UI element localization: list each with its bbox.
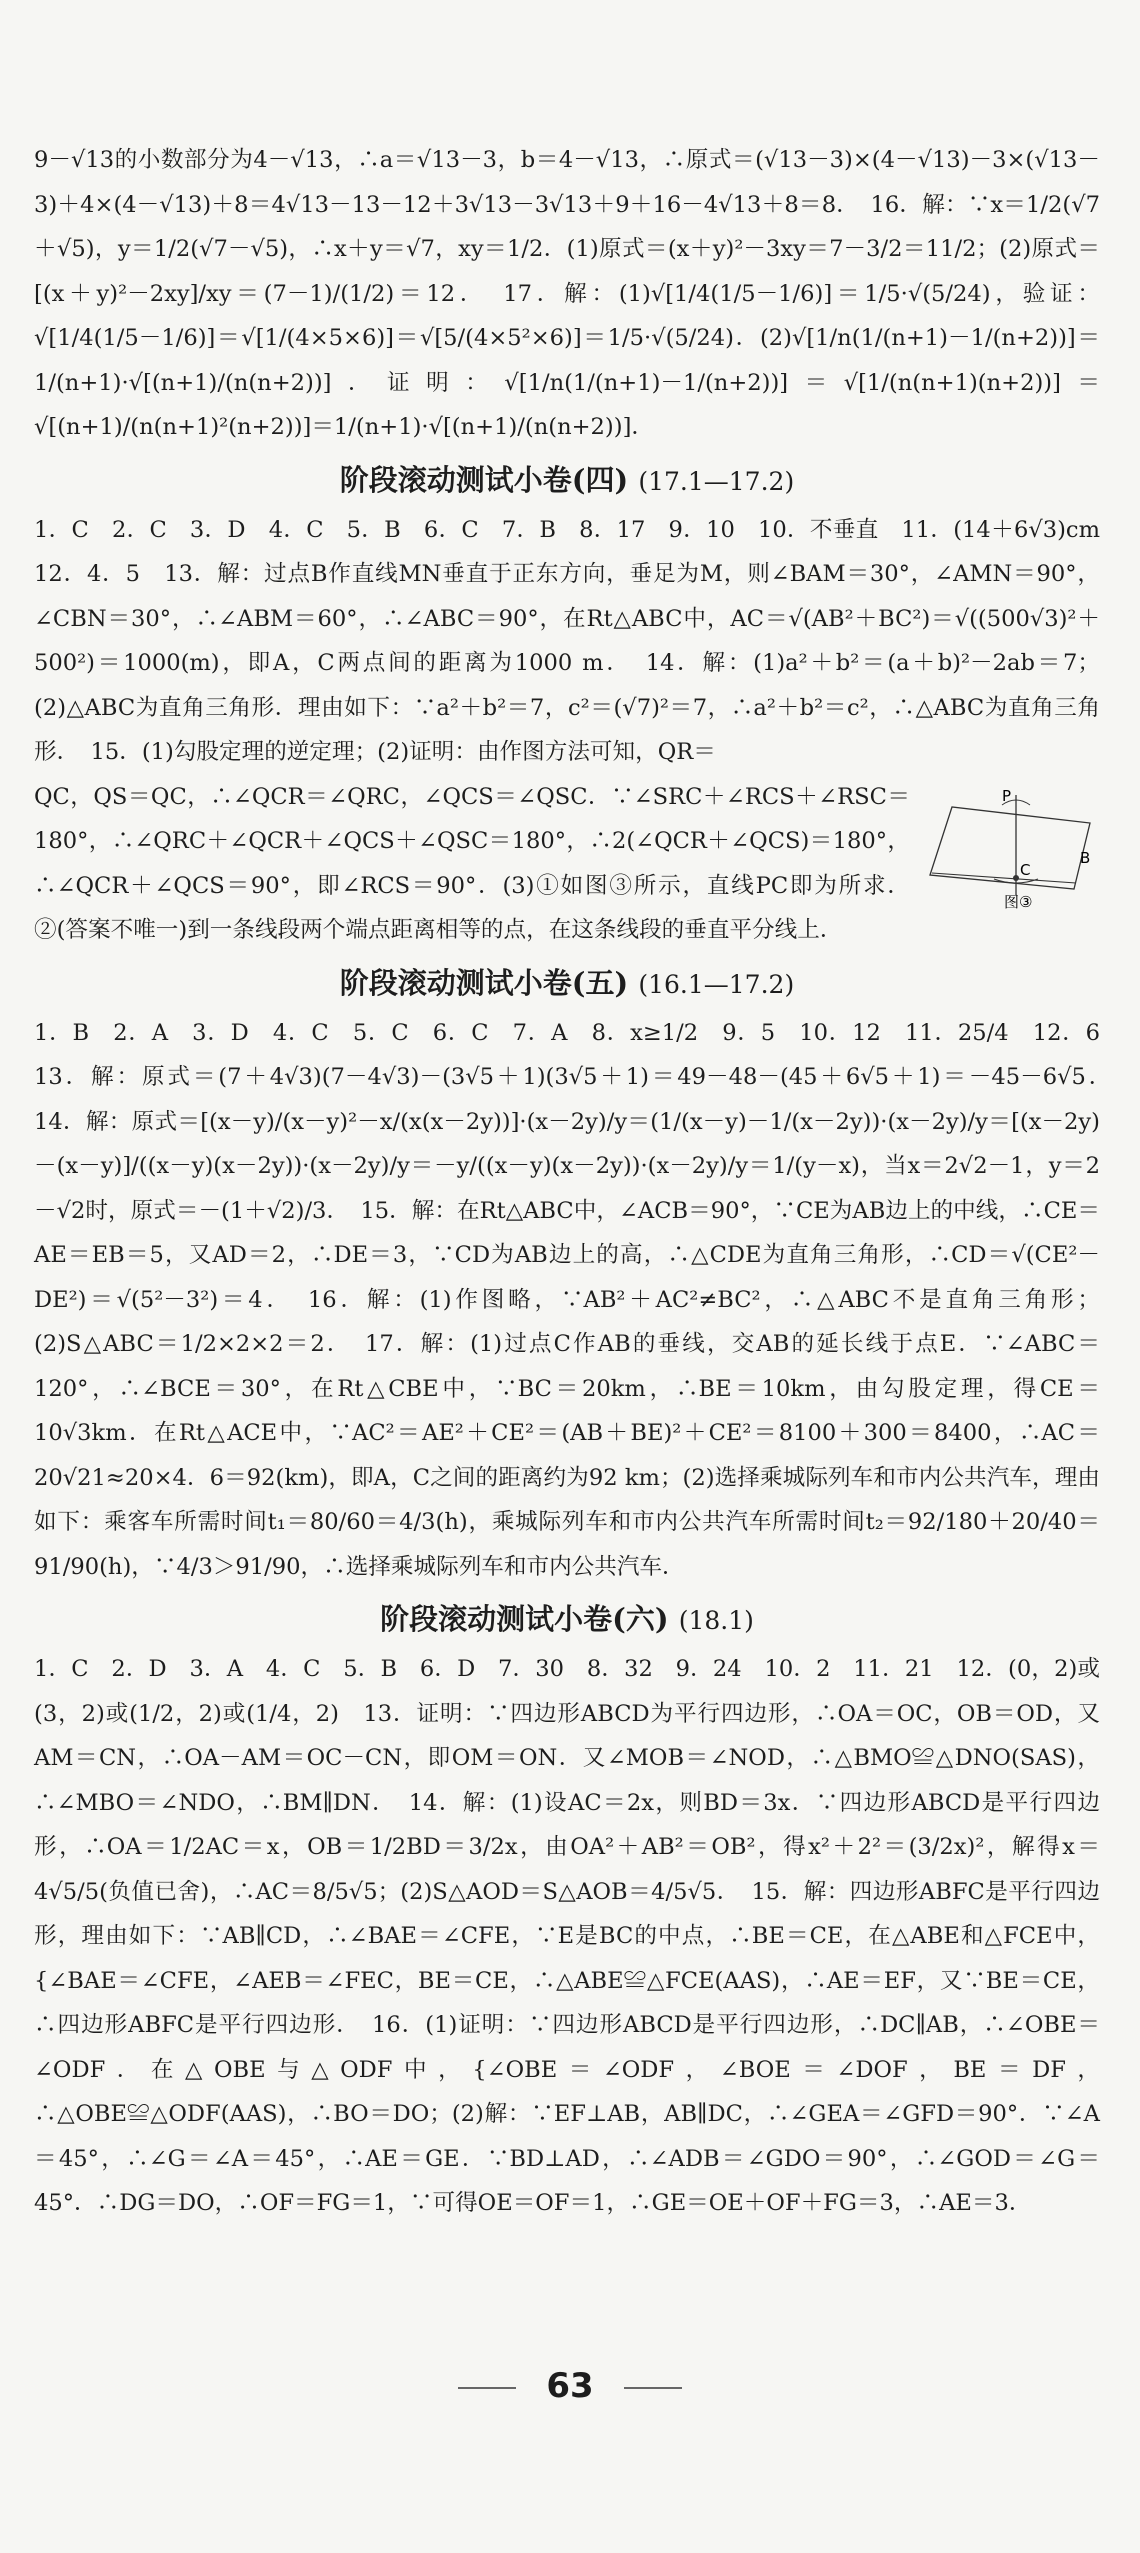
figure-point-c	[1013, 875, 1019, 881]
answer-paragraph-section-5: 1．B 2．A 3．D 4．C 5．C 6．C 7．A 8．x≥1/2 9．5 10．12 11．25/4 12．6 13．解：原式＝(7＋4√3)(7－4√3)－(3√5＋1)(3√5＋1)＝49－48－(45＋6√5＋1)＝－45－6√5． 14．解：原式＝[(x－y)/(x－y)²－x/(x(x－2y))]·(x－2y)/y＝(1/(x－y)－1/(x－2y))·(x－2y)/y＝[(x－2y)－(x－y)]/((x－y)(x－2y))·(x－2y)/y＝－y/((x－y)(x－2y))·(x－2y)/y＝1/(y－x)，当x＝2√2－1，y＝2－√2时，原式＝－(1＋√2)/3． 15．解：在Rt△ABC中，∠ACB＝90°，∵CE为AB边上的中线，∴CE＝AE＝EB＝5，又AD＝2，∴DE＝3，∵CD为AB边上的高，∴△CDE为直角三角形，∴CD＝√(CE²－DE²)＝√(5²－3²)＝4． 16．解：(1)作图略，∵AB²＋AC²≠BC²，∴△ABC不是直角三角形；(2)S△ABC＝1/2×2×2＝2． 17．解：(1)过点C作AB的垂线，交AB的延长线于点E．∵∠ABC＝120°，∴∠BCE＝30°，在Rt△CBE中，∵BC＝20km，∴BE＝10km，由勾股定理，得CE＝10√3km．在Rt△ACE中，∵AC²＝AE²＋CE²＝(AB＋BE)²＋CE²＝8100＋300＝8400，∴AC＝20√21≈20×4．6＝92(km)，即A，C之间的距离约为92 km；(2)选择乘城际列车和市内公共汽车，理由如下：乘客车所需时间t₁＝80/60＝4/3(h)，乘城际列车和市内公共汽车所需时间t₂＝92/180＋20/40＝91/90(h)，∵4/3＞91/90，∴选择乘城际列车和市内公共汽车．	[34, 1019, 1123, 1580]
figure-3-diagram	[924, 783, 1100, 911]
answer-paragraph-section-4: 1．C 2．C 3．D 4．C 5．B 6．C 7．B 8．17 9．10 10．不垂直 11．(14＋6√3)cm 12．4．5 13．解：过点B作直线MN垂直于正东方向，垂足为M，则∠BAM＝30°，∠AMN＝90°，∠CBN＝30°，∴∠ABM＝60°，∴∠ABC＝90°，在Rt△ABC中，AC＝√(AB²＋BC²)＝√((500√3)²＋500²)＝1000(m)，即A，C两点间的距离为1000 m． 14．解：(1)a²＋b²＝(a＋b)²－2ab＝7；(2)△ABC为直角三角形．理由如下：∵a²＋b²＝7，c²＝(√7)²＝7，∴a²＋b²＝c²，∴△ABC为直角三角形． 15．(1)勾股定理的逆定理；(2)证明：由作图方法可知，QR＝	[34, 516, 1123, 765]
section-range-6: (18.1)	[678, 1606, 754, 1635]
answer-paragraph-section-6: 1．C 2．D 3．A 4．C 5．B 6．D 7．30 8．32 9．24 10．2 11．21 12．(0，2)或(3，2)或(1/2，2)或(1/4，2) 13．证明：∵四边形ABCD为平行四边形，∴OA＝OC，OB＝OD，又AM＝CN，∴OA－AM＝OC－CN，即OM＝ON．又∠MOB＝∠NOD，∴△BMO≌△DNO(SAS)，∴∠MBO＝∠NDO，∴BM∥DN． 14．解：(1)设AC＝2x，则BD＝3x．∵四边形ABCD是平行四边形，∴OA＝1/2AC＝x，OB＝1/2BD＝3/2x，由OA²＋AB²＝OB²，得x²＋2²＝(3/2x)²，解得x＝4√5/5(负值已舍)，∴AC＝8/5√5；(2)S△AOD＝S△AOB＝4/5√5． 15．解：四边形ABFC是平行四边形，理由如下：∵AB∥CD，∴∠BAE＝∠CFE，∵E是BC的中点，∴BE＝CE，在△ABE和△FCE中，{∠BAE＝∠CFE，∠AEB＝∠FEC，BE＝CE，∴△ABE≌△FCE(AAS)，∴AE＝EF，又∵BE＝CE，∴四边形ABFC是平行四边形． 16．(1)证明：∵四边形ABCD是平行四边形，∴DC∥AB，∴∠OBE＝∠ODF．在△OBE与△ODF中，{∠OBE＝∠ODF，∠BOE＝∠DOF，BE＝DF，∴△OBE≌△ODF(AAS)，∴BO＝DO；(2)解：∵EF⊥AB，AB∥DC，∴∠GEA＝∠GFD＝90°．∵∠A＝45°，∴∠G＝∠A＝45°，∴AE＝GE．∵BD⊥AD，∴∠ADB＝∠GDO＝90°，∴∠GOD＝∠G＝45°．∴DG＝DO，∴OF＝FG＝1，∵可得OE＝OF＝1，∴GE＝OE＋OF＋FG＝3，∴AE＝3．	[34, 1656, 1100, 2216]
figure-label-p: P	[1002, 786, 1012, 805]
page-footer	[0, 2366, 1140, 2406]
footer-dash-right	[624, 2387, 682, 2389]
answer-paragraph-section-3-end: 9－√13的小数部分为4－√13，∴a＝√13－3，b＝4－√13，∴原式＝(√13－3)×(4－√13)－3×(√13－3)＋4×(4－√13)＋8＝4√13－13－12＋3√13－3√13＋9＋16－4√13＋8＝8． 16．解：∵x＝1/2(√7＋√5)，y＝1/2(√7－√5)，∴x＋y＝√7，xy＝1/2．(1)原式＝(x＋y)²－3xy＝7－3/2＝11/2；(2)原式＝[(x＋y)²－2xy]/xy＝(7－1)/(1/2)＝12． 17．解：(1)√[1/4(1/5－1/6)]＝1/5·√(5/24)，验证：√[1/4(1/5－1/6)]＝√[1/(4×5×6)]＝√[5/(4×5²×6)]＝1/5·√(5/24)．(2)√[1/n(1/(n+1)－1/(n+2))]＝1/(n+1)·√[(n+1)/(n(n+2))]．证明：√[1/n(1/(n+1)－1/(n+2))]＝√[1/(n(n+1)(n+2))]＝√[(n+1)/(n(n+1)²(n+2))]＝1/(n+1)·√[(n+1)/(n(n+2))]．	[34, 147, 1100, 440]
section-heading-6	[34, 1595, 1100, 1645]
answer-paragraph-section-4-with-figure	[34, 775, 1100, 953]
section-title-4: 阶段滚动测试小卷(四)	[339, 462, 629, 497]
section-title-5: 阶段滚动测试小卷(五)	[339, 965, 629, 1000]
figure-quadrilateral	[930, 807, 1090, 889]
figure-label-b: B	[1080, 848, 1091, 867]
section-range-5: (16.1—17.2)	[638, 969, 795, 999]
footer-dash-left	[458, 2387, 516, 2389]
figure-caption: 图③	[1004, 892, 1033, 911]
section-title-6: 阶段滚动测试小卷(六)	[380, 1602, 669, 1636]
answer-text-section-4-end: QC，QS＝QC，∴∠QCR＝∠QRC，∠QCS＝∠QSC．∵∠SRC＋∠RCS＋∠RSC＝180°，∴∠QRC＋∠QCR＋∠QCS＋∠QSC＝180°，∴2(∠QCR＋∠QCS)＝180°，∴∠QCR＋∠QCS＝90°，即∠RCS＝90°．(3)①如图③所示，直线PC即为所求．②(答案不唯一)到一条线段两个端点距离相等的点，在这条线段的垂直平分线上．	[34, 783, 910, 943]
figure-label-c: C	[1020, 860, 1031, 879]
section-range-4: (17.1—17.2)	[638, 466, 795, 496]
section-heading-4	[34, 456, 1100, 506]
figure-3	[924, 783, 1100, 911]
page-number: 63	[546, 2366, 594, 2406]
section-heading-5	[34, 959, 1100, 1009]
answer-content	[34, 138, 1123, 2226]
